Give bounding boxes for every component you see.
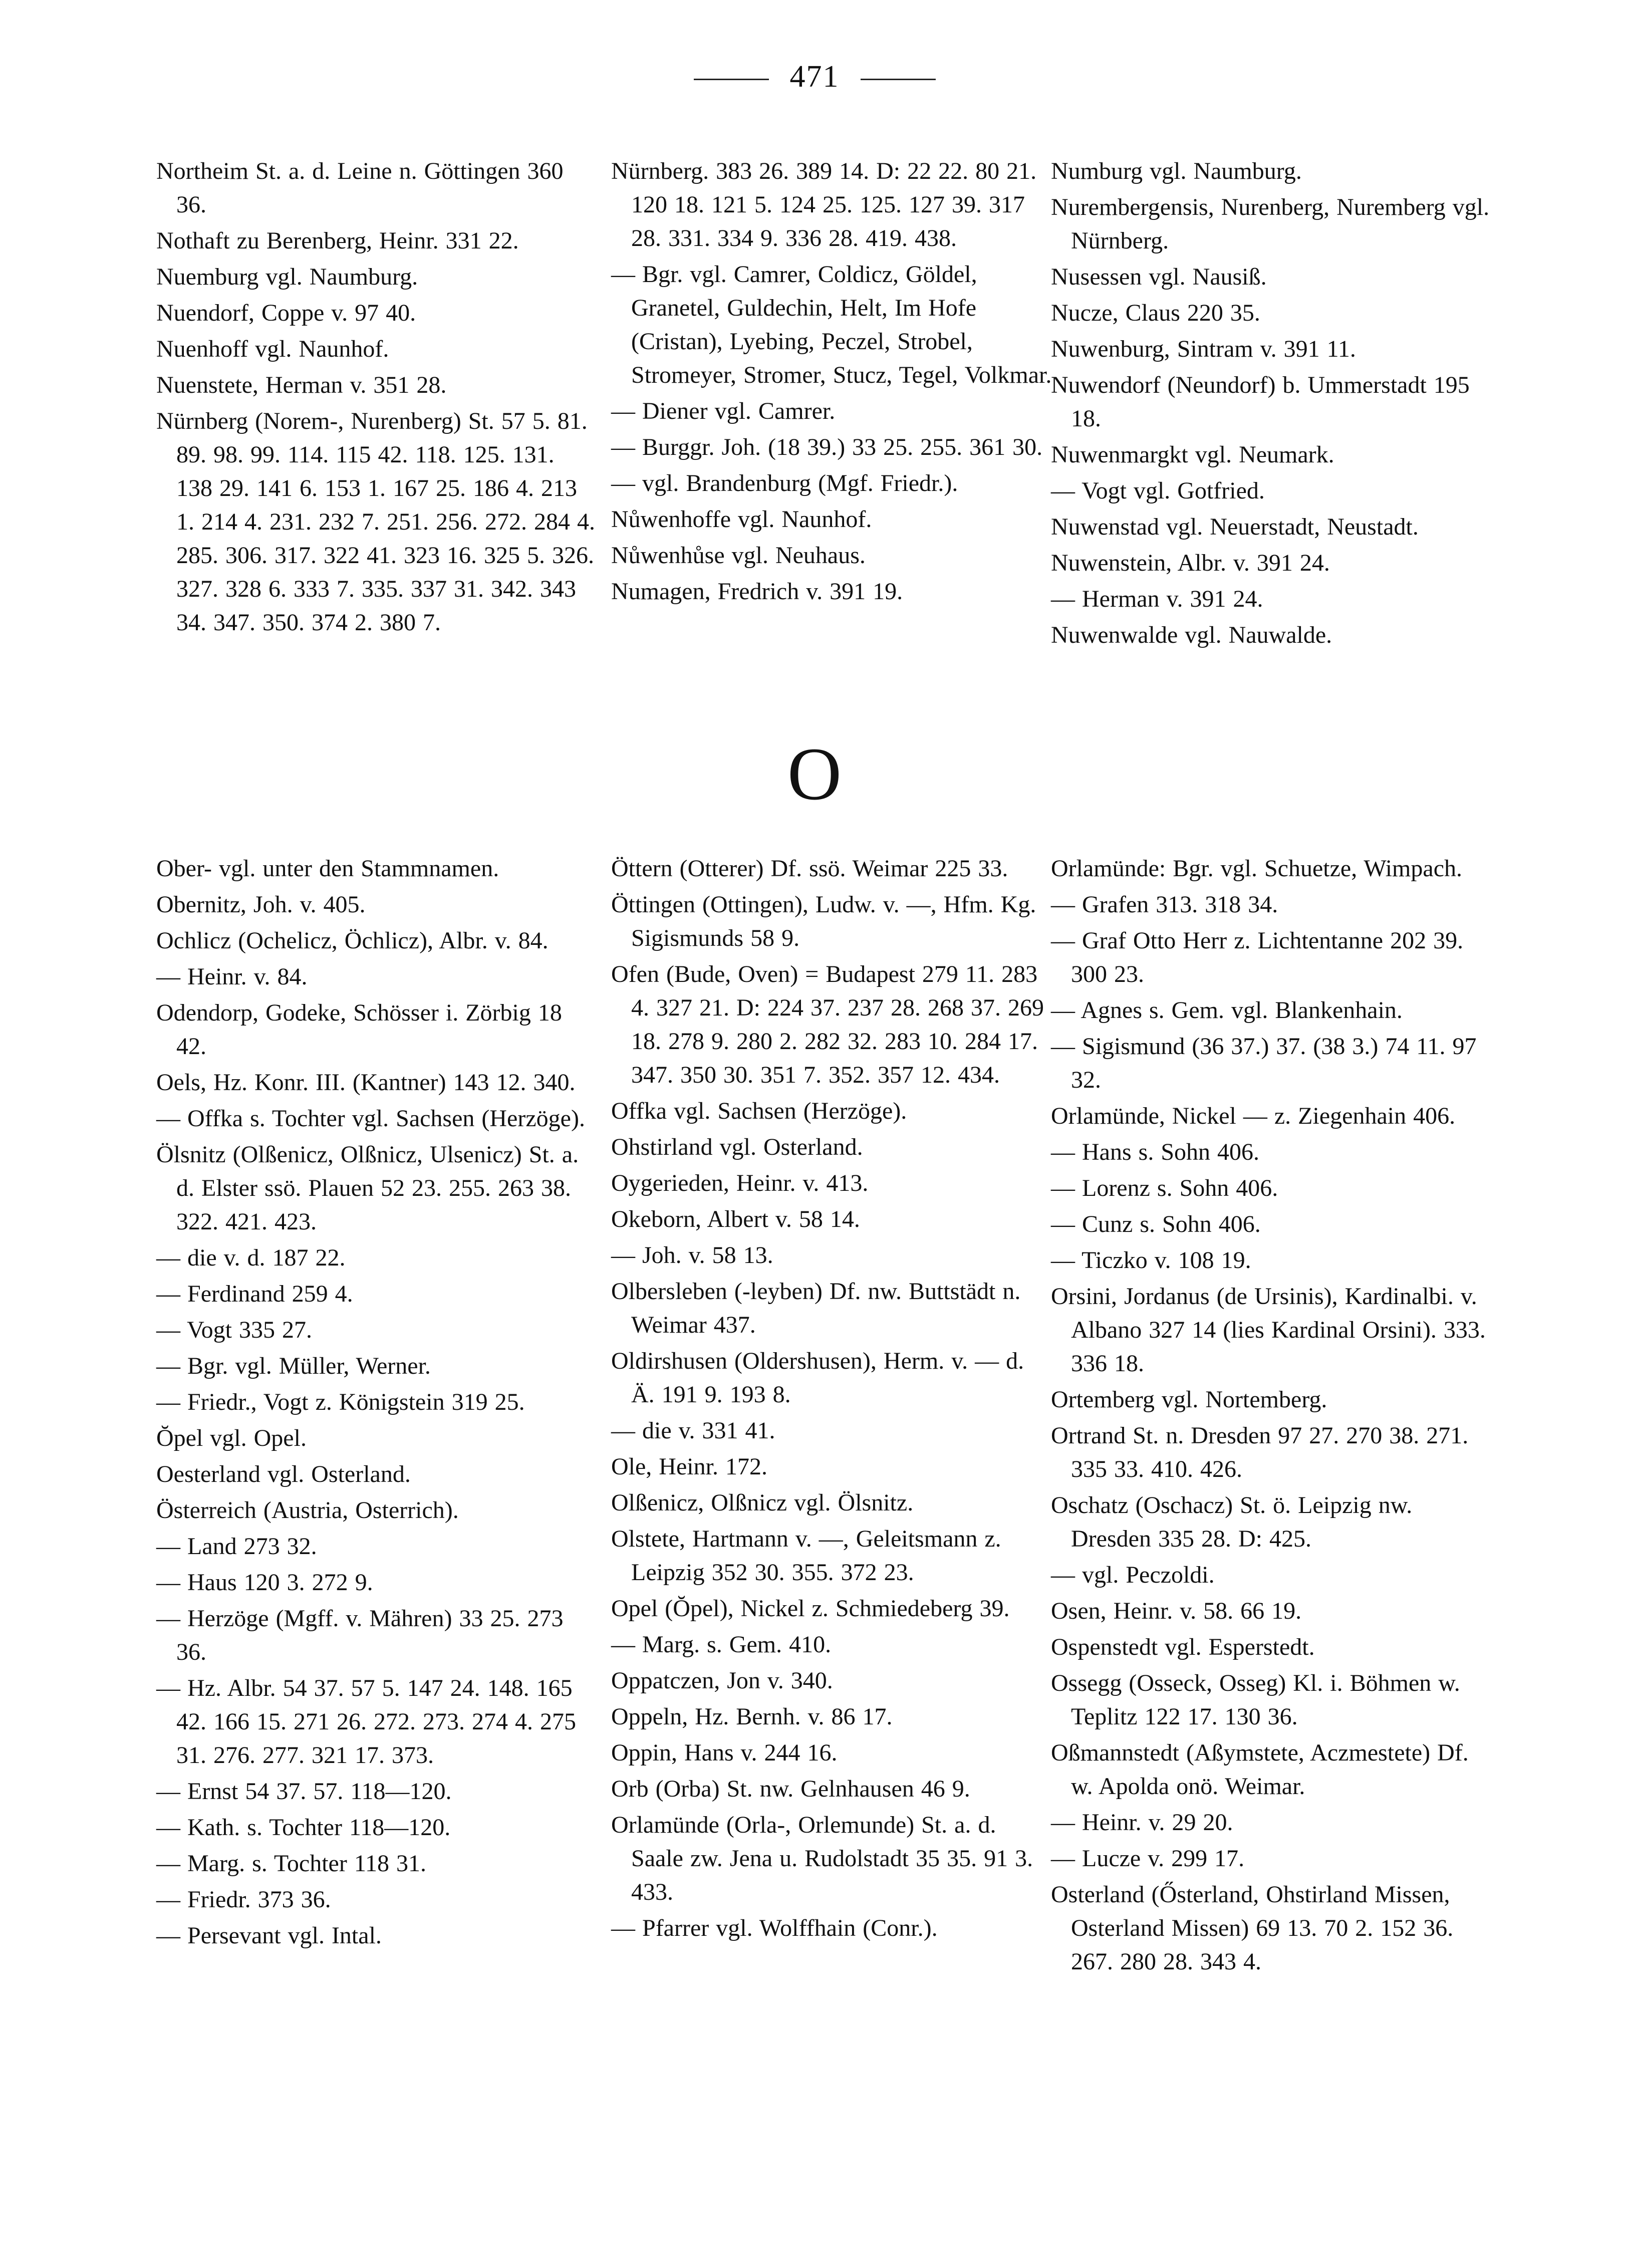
index-entry: Nuwenwalde vgl. Nauwalde. (1051, 622, 1332, 648)
index-entry: Oygerieden, Heinr. v. 413. (611, 1170, 869, 1196)
index-entry: Olßenicz, Olßnicz vgl. Ölsnitz. (611, 1489, 914, 1516)
index-entry: Oels, Hz. Konr. III. (Kantner) 143 12. 340. (156, 1069, 576, 1096)
index-entry: Nuwenmargkt vgl. Neumark. (1051, 441, 1334, 468)
index-entry: Osterland (Ősterland, Ohstirland Missen, Osterland Missen) 69 13. 70 2. 152 36. 267. 280 28. 343 4. (1051, 1881, 1454, 1975)
index-entry: — Pfarrer vgl. Wolffhain (Conr.). (611, 1915, 938, 1941)
index-entry: Ospenstedt vgl. Esperstedt. (1051, 1634, 1315, 1660)
index-entry: — Graf Otto Herr z. Lichtentanne 202 39. 300 23. (1051, 927, 1464, 987)
index-entry: Opel (Ŏpel), Nickel z. Schmiedeberg 39. (611, 1595, 1010, 1622)
index-entry: — vgl. Brandenburg (Mgf. Friedr.). (611, 470, 958, 496)
index-entry: — Herman v. 391 24. (1051, 586, 1263, 612)
top-column-3 (1051, 154, 1492, 654)
index-entry: — Agnes s. Gem. vgl. Blankenhain. (1051, 997, 1403, 1024)
index-entry: Oesterland vgl. Osterland. (156, 1461, 411, 1487)
index-entry: Nuendorf, Coppe v. 97 40. (156, 300, 416, 326)
index-entry: — Friedr. 373 36. (156, 1886, 331, 1913)
index-entry: Olstete, Hartmann v. —, Geleitsmann z. Leipzig 352 30. 355. 372 23. (611, 1526, 1001, 1586)
index-entry: Northeim St. a. d. Leine n. Göttingen 360 36. (156, 158, 564, 218)
index-entry: Nuwenburg, Sintram v. 391 11. (1051, 336, 1356, 362)
index-entry: Nucze, Claus 220 35. (1051, 300, 1260, 326)
index-entry: — die v. 331 41. (611, 1417, 775, 1444)
index-entry: — Land 273 32. (156, 1533, 317, 1560)
index-entry: — Ferdinand 259 4. (156, 1281, 353, 1307)
index-entry: — Sigismund (36 37.) 37. (38 3.) 74 11. 97 32. (1051, 1033, 1477, 1093)
index-entry: Odendorp, Godeke, Schösser i. Zörbig 18 42. (156, 999, 562, 1060)
index-entry: — Heinr. v. 29 20. (1051, 1809, 1233, 1836)
index-entry: Ölsnitz (Olßenicz, Olßnicz, Ulsenicz) St. a. d. Elster ssö. Plauen 52 23. 255. 263 38. 322. 421. 423. (156, 1141, 579, 1235)
index-entry: Nůwenhůse vgl. Neuhaus. (611, 542, 866, 569)
index-entry: Numburg vgl. Naumburg. (1051, 158, 1302, 184)
bottom-column-1 (156, 852, 597, 1955)
index-entry: Öttingen (Ottingen), Ludw. v. —, Hfm. Kg. Sigismunds 58 9. (611, 891, 1036, 951)
index-entry: Nurembergensis, Nurenberg, Nuremberg vgl. Nürnberg. (1051, 194, 1490, 254)
index-entry: — Kath. s. Tochter 118—120. (156, 1814, 451, 1841)
right-dash (861, 79, 936, 80)
left-dash (694, 79, 769, 80)
index-entry: Ŏpel vgl. Opel. (156, 1425, 307, 1451)
index-entry: — Marg. s. Gem. 410. (611, 1631, 832, 1658)
index-entry: Orlamünde: Bgr. vgl. Schuetze, Wimpach. (1051, 855, 1462, 882)
index-entry: Olbersleben (-leyben) Df. nw. Buttstädt n. Weimar 437. (611, 1278, 1021, 1338)
index-entry: — Persevant vgl. Intal. (156, 1922, 382, 1949)
index-entry: Orsini, Jordanus (de Ursinis), Kardinalbi. v. Albano 327 14 (lies Kardinal Orsini). 333. 336 18. (1051, 1283, 1486, 1377)
bottom-column-2 (611, 852, 1052, 1947)
index-entry: — Haus 120 3. 272 9. (156, 1569, 373, 1596)
section-letter: O (787, 732, 842, 816)
index-entry: Orlamünde, Nickel — z. Ziegenhain 406. (1051, 1103, 1456, 1129)
index-entry: — Vogt 335 27. (156, 1317, 312, 1343)
index-entry: Ossegg (Osseck, Osseg) Kl. i. Böhmen w. Teplitz 122 17. 130 36. (1051, 1670, 1460, 1730)
index-entry: — Hz. Albr. 54 37. 57 5. 147 24. 148. 165 42. 166 15. 271 26. 272. 273. 274 4. 275 31. 276. 277. 321 17. 373. (156, 1675, 576, 1769)
index-entry: — Joh. v. 58 13. (611, 1242, 773, 1269)
index-entry: Ortrand St. n. Dresden 97 27. 270 38. 271. 335 33. 410. 426. (1051, 1422, 1469, 1482)
index-entry: Nuenhoff vgl. Naunhof. (156, 336, 389, 362)
index-entry: — Bgr. vgl. Camrer, Coldicz, Göldel, Granetel, Guldechin, Helt, Im Hofe (Cristan), Lyebing, Peczel, Strobel, Stromeyer, Stromer, Stucz, Tegel, Volkmar. (611, 261, 1052, 388)
index-entry: Orb (Orba) St. nw. Gelnhausen 46 9. (611, 1776, 970, 1802)
index-entry: Nuwenstad vgl. Neuerstadt, Neustadt. (1051, 514, 1419, 540)
index-entry: — Hans s. Sohn 406. (1051, 1139, 1260, 1165)
index-entry: — Cunz s. Sohn 406. (1051, 1211, 1261, 1237)
index-entry: — Friedr., Vogt z. Königstein 319 25. (156, 1389, 525, 1415)
top-column-2 (611, 154, 1052, 611)
index-entry: Ofen (Bude, Oven) = Budapest 279 11. 283 4. 327 21. D: 224 37. 237 28. 268 37. 269 18. 278 9. 280 2. 282 32. 283 10. 284 17. 347. 350 30. 351 7. 352. 357 12. 434. (611, 961, 1044, 1088)
index-entry: Oppin, Hans v. 244 16. (611, 1739, 838, 1766)
index-entry: Numagen, Fredrich v. 391 19. (611, 578, 903, 605)
index-entry: — Vogt vgl. Gotfried. (1051, 477, 1265, 504)
index-entry: Obernitz, Joh. v. 405. (156, 891, 366, 918)
index-entry: — Lucze v. 299 17. (1051, 1845, 1245, 1872)
index-entry: Oppeln, Hz. Bernh. v. 86 17. (611, 1703, 893, 1730)
index-entry: Ohstirland vgl. Osterland. (611, 1134, 863, 1160)
index-entry: Nuenstete, Herman v. 351 28. (156, 372, 447, 398)
index-entry: — Burggr. Joh. (18 39.) 33 25. 255. 361 30. (611, 434, 1043, 460)
index-entry: Ortemberg vgl. Nortemberg. (1051, 1386, 1327, 1413)
index-entry: Nůwenhoffe vgl. Naunhof. (611, 506, 872, 533)
index-entry: — Diener vgl. Camrer. (611, 398, 836, 424)
page-number: 471 (789, 60, 840, 94)
index-entry: Ochlicz (Ochelicz, Öchlicz), Albr. v. 84. (156, 927, 549, 954)
index-entry: — Herzöge (Mgff. v. Mähren) 33 25. 273 36. (156, 1605, 564, 1665)
top-column-1 (156, 154, 597, 642)
bottom-column-3 (1051, 852, 1492, 1981)
index-entry: Nusessen vgl. Nausiß. (1051, 264, 1267, 290)
index-entry: — vgl. Peczoldi. (1051, 1562, 1215, 1588)
index-entry: — Heinr. v. 84. (156, 963, 308, 990)
index-entry: Oppatczen, Jon v. 340. (611, 1667, 833, 1694)
index-entry: — Lorenz s. Sohn 406. (1051, 1175, 1278, 1201)
index-entry: — Grafen 313. 318 34. (1051, 891, 1278, 918)
index-entry: Nuemburg vgl. Naumburg. (156, 264, 418, 290)
index-entry: Ober- vgl. unter den Stammnamen. (156, 855, 499, 882)
index-entry: — die v. d. 187 22. (156, 1244, 346, 1271)
index-entry: Osen, Heinr. v. 58. 66 19. (1051, 1598, 1302, 1624)
index-entry: Orlamünde (Orla-, Orlemunde) St. a. d. Saale zw. Jena u. Rudolstadt 35 35. 91 3. 433. (611, 1812, 1033, 1905)
index-entry: Okeborn, Albert v. 58 14. (611, 1206, 860, 1232)
index-entry: — Ticzko v. 108 19. (1051, 1247, 1251, 1274)
index-entry: — Bgr. vgl. Müller, Werner. (156, 1353, 431, 1379)
index-entry: Oßmannstedt (Aßymstete, Aczmestete) Df. w. Apolda onö. Weimar. (1051, 1739, 1469, 1800)
index-entry: — Offka s. Tochter vgl. Sachsen (Herzöge). (156, 1105, 585, 1132)
index-entry: Offka vgl. Sachsen (Herzöge). (611, 1098, 907, 1124)
index-entry: Österreich (Austria, Osterrich). (156, 1497, 459, 1524)
index-entry: Oldirshusen (Oldershusen), Herm. v. — d. Ä. 191 9. 193 8. (611, 1348, 1024, 1408)
index-entry: — Ernst 54 37. 57. 118—120. (156, 1778, 452, 1805)
index-entry: Ole, Heinr. 172. (611, 1453, 767, 1480)
index-entry: Nothaft zu Berenberg, Heinr. 331 22. (156, 227, 519, 254)
index-entry: Nürnberg (Norem-, Nurenberg) St. 57 5. 81. 89. 98. 99. 114. 115 42. 118. 125. 131. 138 29. 141 6. 153 1. 167 25. 186 4. 213 1. 214 4. 231. 232 7. 251. 256. 272. 284 4. 285. 306. 317. 322 41. 323 16. 325 5. 326. 327. 328 6. 333 7. 335. 337 31. 342. 343 34. 347. 350. 374 2. 380 7. (156, 408, 595, 636)
index-entry: Nuwendorf (Neundorf) b. Ummerstadt 195 18. (1051, 372, 1470, 432)
page-number-row (0, 59, 1629, 95)
index-entry: Oschatz (Oschacz) St. ö. Leipzig nw. Dresden 335 28. D: 425. (1051, 1492, 1413, 1552)
index-entry: — Marg. s. Tochter 118 31. (156, 1850, 427, 1877)
index-entry: Nürnberg. 383 26. 389 14. D: 22 22. 80 21. 120 18. 121 5. 124 25. 125. 127 39. 317 28. 331. 334 9. 336 28. 419. 438. (611, 158, 1037, 251)
index-entry: Öttern (Otterer) Df. ssö. Weimar 225 33. (611, 855, 1008, 882)
index-entry: Nuwenstein, Albr. v. 391 24. (1051, 550, 1330, 576)
